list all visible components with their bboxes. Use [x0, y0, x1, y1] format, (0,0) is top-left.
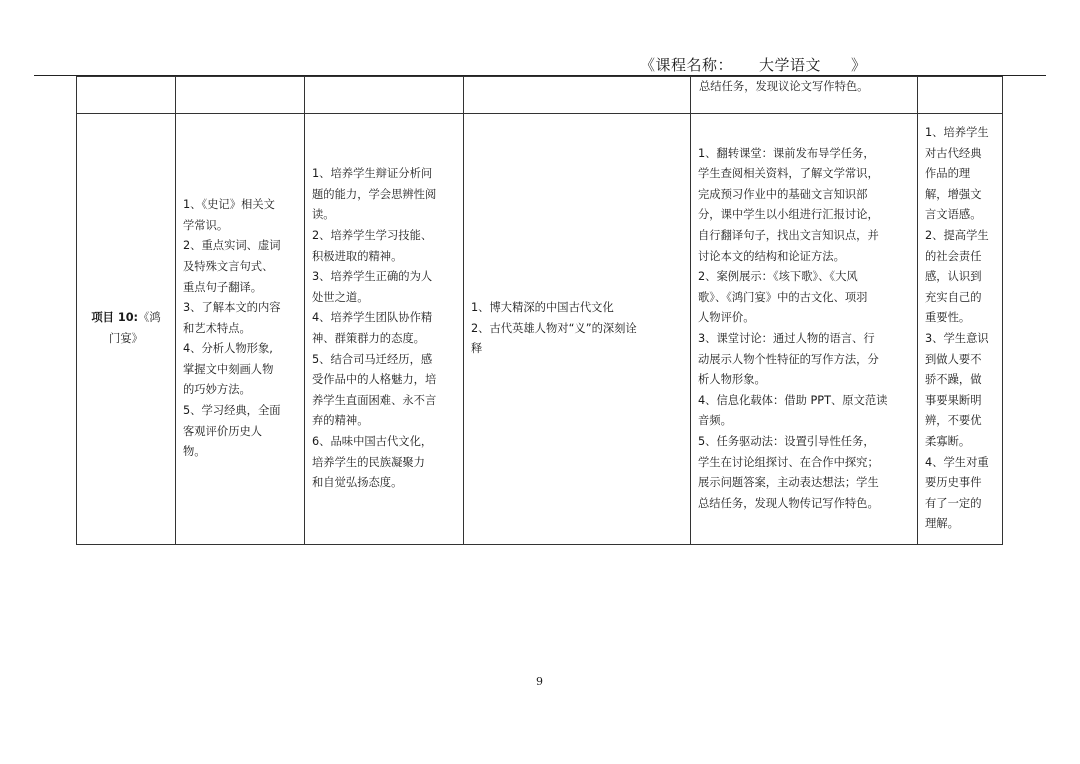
cell-text-line: 对古代经典 [925, 146, 982, 160]
cell-text-line: 自行翻译句子，找出文言知识点，并 [698, 229, 879, 243]
cell-text-line: 客观评价历史人 [183, 424, 263, 438]
cell-prev-effects [918, 77, 1003, 114]
ability-list [312, 164, 456, 494]
cell-text-line: 3、培养学生正确的为人 [312, 270, 433, 284]
cell-text-line: 6、品味中国古代文化， [312, 434, 433, 448]
course-header-suffix: 》 [851, 56, 867, 74]
lesson-plan-table [76, 76, 1003, 545]
cell-text-line: 1、培养学生辩证分析问 [312, 167, 433, 181]
cell-text-line: 重要性。 [925, 311, 971, 325]
cell-text-line: 柔寡断。 [925, 434, 971, 448]
cell-text-line: 作品的理 [925, 167, 971, 181]
course-header-prefix: 《课程名称： [640, 56, 734, 74]
cell-text-line: 学常识。 [183, 218, 229, 232]
cell-text-line: 学生查阅相关资料，了解文学常识， [698, 167, 879, 181]
cell-knowledge-goals [176, 114, 305, 545]
cell-text-line: 弃的精神。 [312, 414, 369, 428]
cell-text-line: 的社会责任 [925, 249, 982, 263]
project-label: 项目 10: [91, 311, 139, 325]
cell-text-line: 辨，不要优 [925, 414, 982, 428]
cell-text-line: 4、培养学生团队协作精 [312, 311, 433, 325]
cell-text-line: 培养学生的民族凝聚力 [312, 455, 425, 469]
cell-text-line: 2、古代英雄人物对“义”的深刻诠 [471, 321, 637, 335]
cell-prev-culture [464, 77, 691, 114]
cell-text-line: 3、学生意识 [925, 332, 989, 345]
cell-culture-points [464, 114, 691, 545]
cell-prev-ability [305, 77, 464, 114]
cell-text-line: 骄不躁，做 [925, 373, 982, 387]
cell-text-line: 3、了解本文的内容 [183, 301, 281, 315]
cell-text-line: 4、分析人物形象, [183, 342, 273, 356]
cell-text-line: 神、群策群力的态度。 [312, 332, 425, 345]
cell-text-line: 释 [471, 342, 483, 356]
cell-text-line: 4、学生对重 [925, 455, 989, 469]
cell-teaching-effects [918, 114, 1003, 545]
methods-list [698, 144, 910, 515]
cell-text-line: 1、培养学生 [925, 126, 989, 140]
course-header [640, 54, 867, 76]
page-number: 9 [536, 675, 543, 688]
cell-text-line: 重点句子翻译。 [183, 280, 263, 294]
cell-text-line: 总结任务，发现人物传记写作特色。 [698, 496, 879, 510]
cell-text-line: 有了一定的 [925, 496, 982, 510]
cell-text-line: 处世之道。 [312, 290, 369, 304]
cell-ability-goals [305, 114, 464, 545]
cell-text-line: 1、《史记》相关文 [183, 198, 275, 212]
cell-text-line: 5、任务驱动法：设置引导性任务， [698, 434, 875, 448]
cell-text-line: 和自觉弘扬态度。 [312, 476, 403, 490]
cell-text-line: 2、重点实词、虚词 [183, 239, 281, 253]
cell-text-line: 人物评价。 [698, 311, 755, 325]
cell-prev-methods [691, 77, 918, 114]
cell-prev-project [77, 77, 176, 114]
cell-text-line: 要历史事件 [925, 476, 982, 490]
cell-text-line: 充实自己的 [925, 290, 982, 304]
cell-text-line: 完成预习作业中的基础文言知识部 [698, 187, 868, 201]
cell-text-line: 1、博大精深的中国古代文化 [471, 301, 614, 315]
cell-text-line: 歌》、《鸿门宴》中的古文化、项羽 [698, 290, 868, 304]
cell-text-line: 及特殊文言句式、 [183, 259, 274, 273]
cell-text-line: 析人物形象。 [698, 373, 766, 387]
table-row-project-10 [77, 114, 1003, 545]
project-title-part2: 门宴》 [109, 332, 143, 345]
cell-text-line: 分，课中学生以小组进行汇报讨论， [698, 208, 879, 222]
cell-prev-knowledge [176, 77, 305, 114]
course-name: 大学语文 [735, 54, 843, 76]
cell-text-line: 理解。 [925, 517, 959, 531]
effects-list [925, 123, 995, 535]
cell-text-line: 学生在讨论组探讨、在合作中探究； [698, 455, 879, 469]
culture-list [471, 298, 683, 360]
cell-text-line: 1、翻转课堂：课前发布导学任务， [698, 146, 875, 160]
cell-text-line: 2、提高学生 [925, 229, 989, 243]
cell-text-line: 言文语感。 [925, 208, 982, 222]
cell-text-line: 解，增强文 [925, 187, 982, 201]
cell-text-line: 5、学习经典，全面 [183, 404, 281, 418]
cell-text-line: 展示问题答案，主动表达想法；学生 [698, 476, 879, 490]
cell-text-line: 受作品中的人格魅力，培 [312, 373, 437, 387]
cell-text-line: 4、信息化载体：借助 PPT、原文范读 [698, 393, 888, 407]
cell-text-line: 音频。 [698, 414, 732, 428]
cell-text-line: 养学生直面困难、永不言 [312, 393, 437, 407]
cell-text-line: 2、案例展示：《垓下歌》、《大风 [698, 270, 858, 284]
cell-text-line: 3、课堂讨论：通过人物的语言、行 [698, 332, 875, 345]
cell-text-line: 和艺术特点。 [183, 321, 251, 335]
cell-text-line: 掌握文中刻画人物 [183, 362, 274, 376]
knowledge-list [183, 195, 297, 463]
cell-teaching-methods [691, 114, 918, 545]
cell-text-line: 讨论本文的结构和论证方法。 [698, 249, 845, 263]
table-row-previous [77, 77, 1003, 114]
cell-text-line: 到做人要不 [925, 352, 982, 366]
cell-project-title [77, 114, 176, 545]
cell-text-line: 题的能力，学会思辨性阅 [312, 187, 437, 201]
project-title-part1: 《鸿 [138, 311, 161, 325]
prev-methods-line: 总结任务，发现议论文写作特色。 [699, 80, 869, 93]
cell-text-line: 5、结合司马迁经历，感 [312, 352, 433, 366]
cell-text-line: 感，认识到 [925, 270, 982, 284]
cell-text-line: 的巧妙方法。 [183, 383, 251, 397]
cell-text-line: 事要果断明 [925, 393, 982, 407]
cell-text-line: 物。 [183, 445, 206, 459]
cell-text-line: 动展示人物个性特征的写作方法，分 [698, 352, 879, 366]
cell-text-line: 2、培养学生学习技能、 [312, 229, 433, 243]
cell-text-line: 读。 [312, 208, 335, 222]
cell-text-line: 积极进取的精神。 [312, 249, 403, 263]
